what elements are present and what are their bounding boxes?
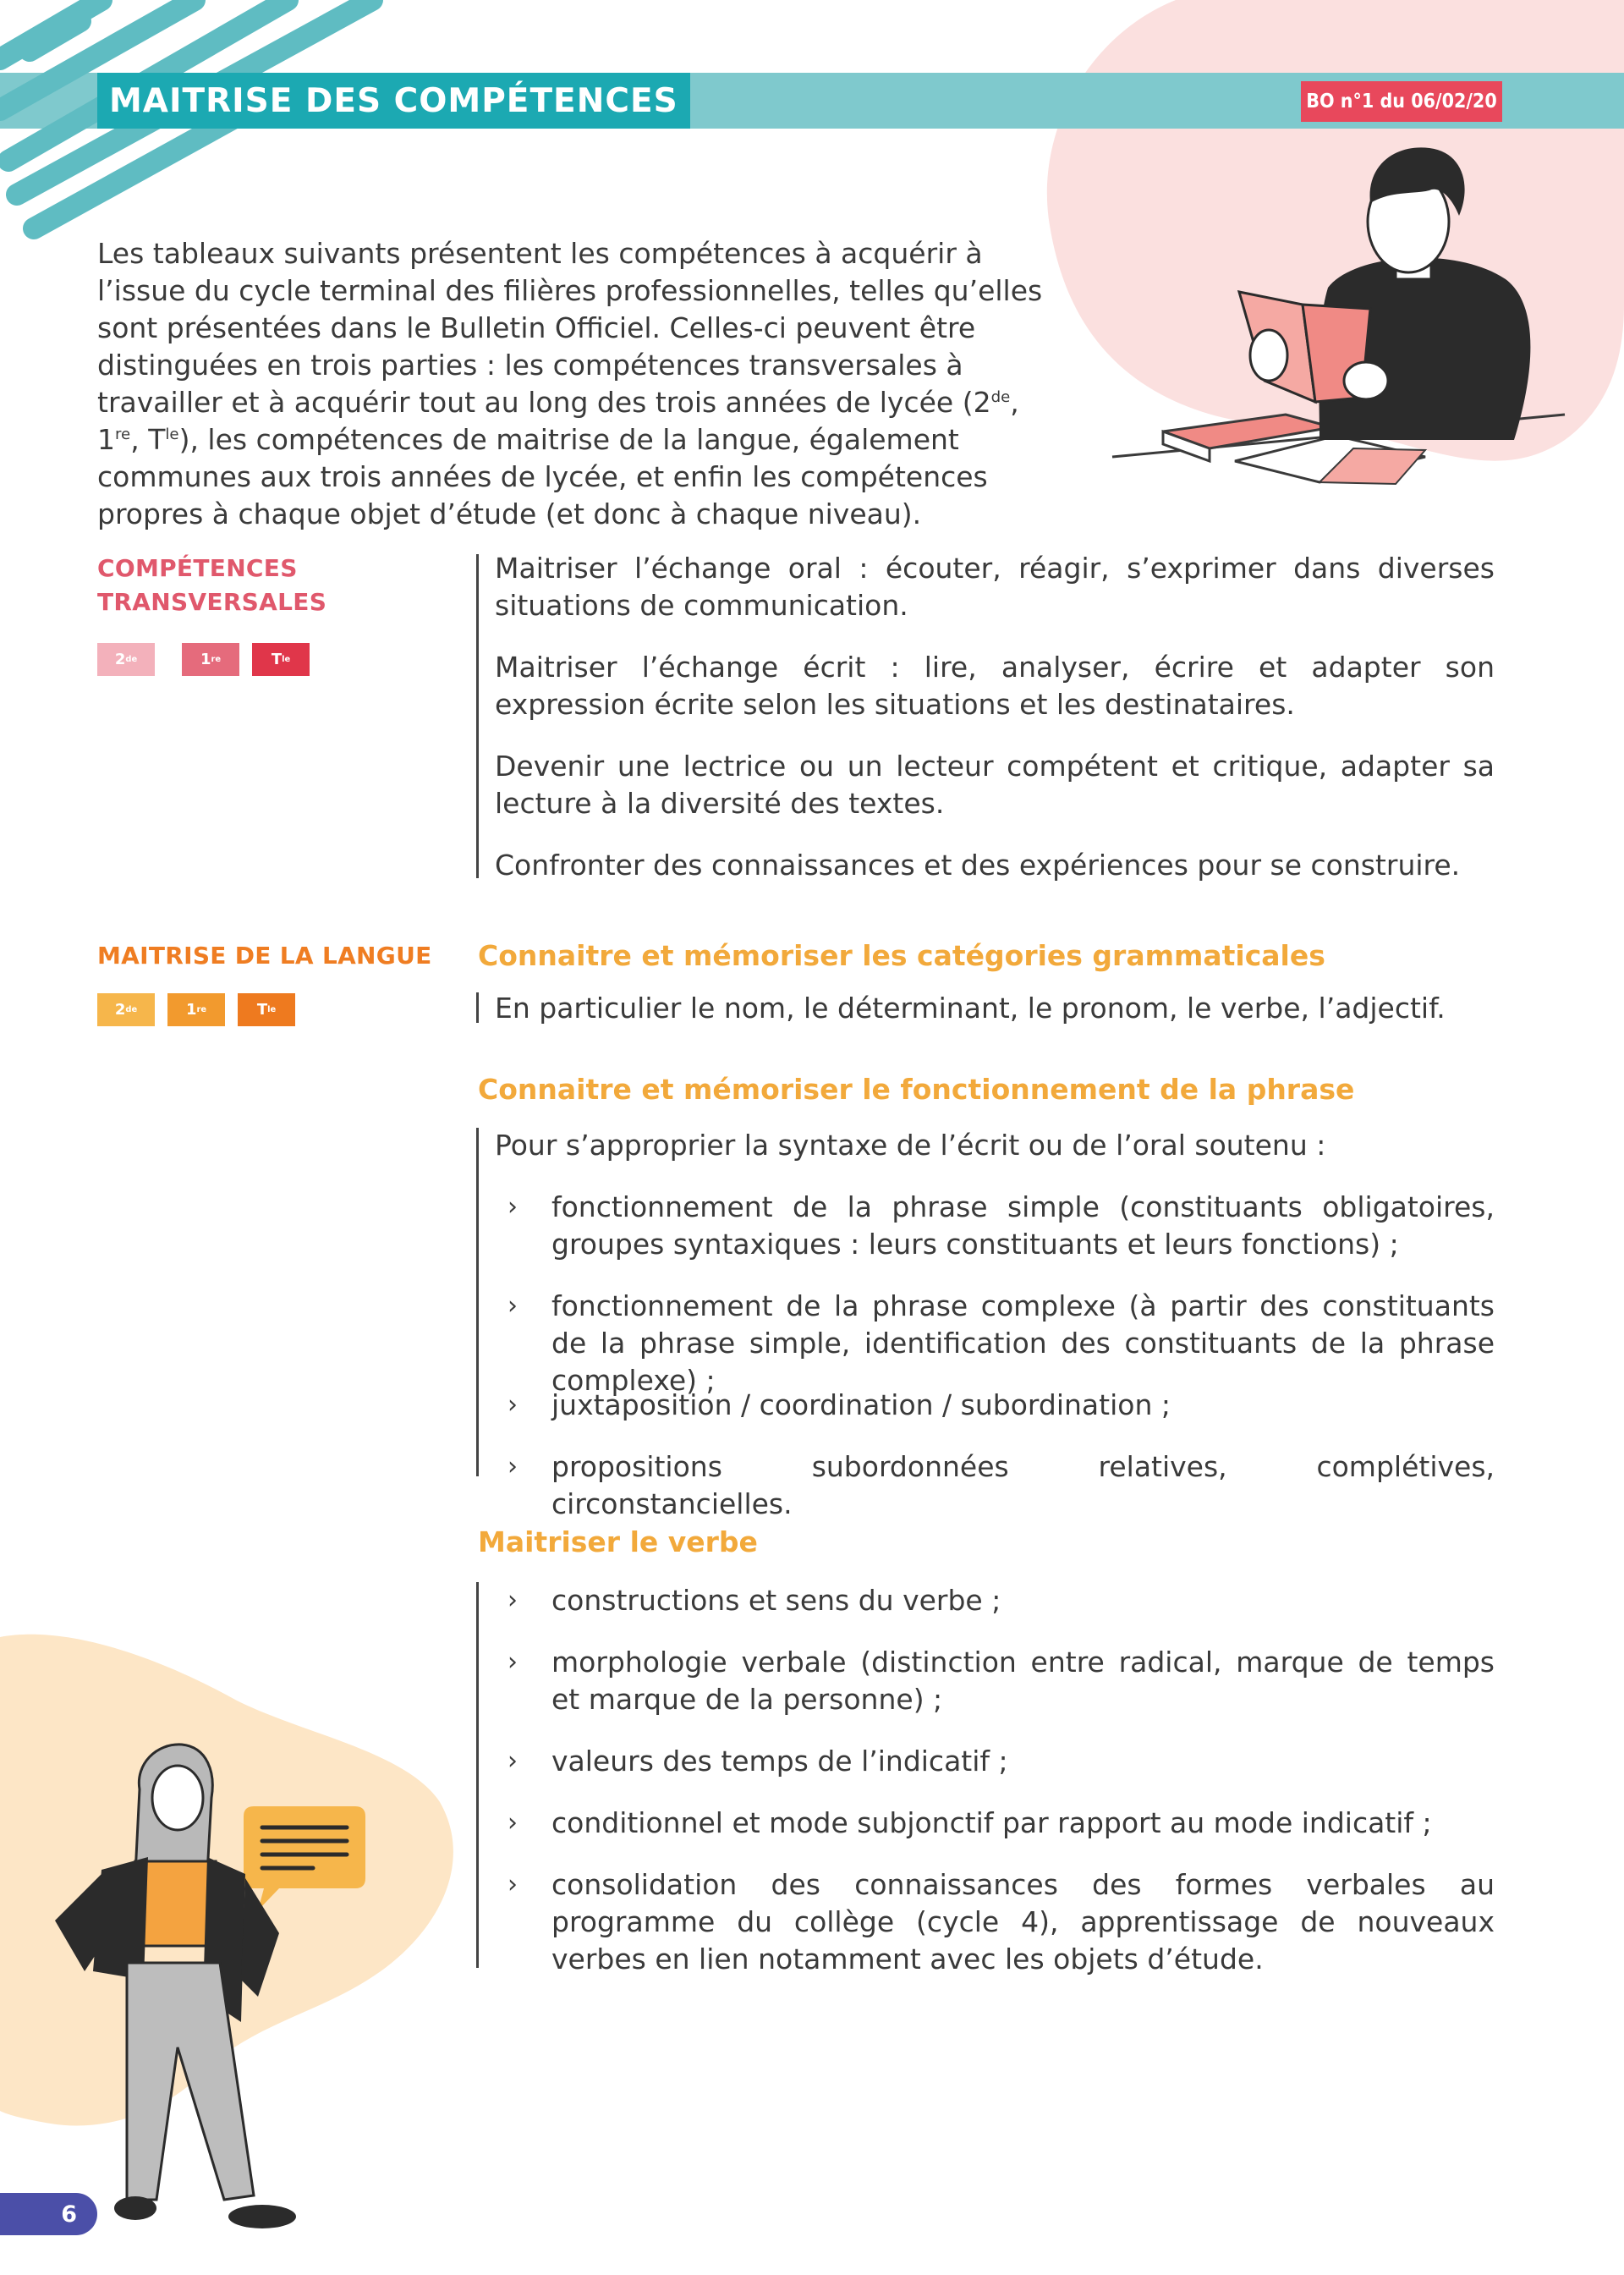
transversal-item: Devenir une lectrice ou un lecteur compétent et critique, adapter sa lecture à la diversité des textes. — [495, 750, 1495, 820]
bullet-marker: › — [508, 1647, 518, 1677]
bullet-item: fonctionnement de la phrase complexe (à partir des constituants de la phrase simple, identification des constituants de la phrase complexe) ; — [551, 1289, 1495, 1397]
bullet-item: valeurs des temps de l’indicatif ; — [551, 1745, 1008, 1778]
bullet-item: consolidation des connaissances des formes verbales au programme du collège (cycle 4), apprentissage de nouveaux verbes en lien notamment avec les objets d’étude. — [551, 1868, 1495, 1976]
subsection-rule — [476, 1128, 479, 1476]
page-title-box — [97, 73, 690, 129]
bullet-marker: › — [508, 1746, 518, 1776]
bullet-item: juxtaposition / coordination / subordination ; — [551, 1388, 1171, 1421]
page-title: MAITRISE DES COMPÉTENCES — [109, 81, 678, 120]
level-badge-tle: T le — [238, 993, 295, 1026]
subsection-title: Connaitre et mémoriser le fonctionnement de la phrase — [478, 1073, 1355, 1106]
langue-level-badges — [97, 993, 295, 1026]
bullet-marker: › — [508, 1808, 518, 1838]
bullet-marker: › — [508, 1291, 518, 1321]
subsection-intro: En particulier le nom, le déterminant, le pronom, le verbe, l’adjectif. — [495, 992, 1446, 1025]
transversales-heading: COMPÉTENCES TRANSVERSALES — [97, 554, 327, 616]
subsection-title: Maitriser le verbe — [478, 1525, 758, 1558]
page-number: 6 — [0, 2193, 97, 2235]
transversal-item: Maitriser l’échange oral : écouter, réagir, s’exprimer dans diverses situations de communication. — [495, 552, 1495, 622]
level-badge-1re: 1 re — [182, 643, 239, 676]
bullet-item: morphologie verbale (distinction entre radical, marque de temps et marque de la personne) ; — [551, 1646, 1495, 1716]
subsection-title: Connaitre et mémoriser les catégories grammaticales — [478, 939, 1325, 972]
subsection-intro: Pour s’approprier la syntaxe de l’écrit ou de l’oral soutenu : — [495, 1129, 1326, 1162]
transversales-rule — [476, 554, 479, 878]
bullet-item: constructions et sens du verbe ; — [551, 1584, 1001, 1617]
level-badge-tle: T le — [252, 643, 310, 676]
langue-heading: MAITRISE DE LA LANGUE — [97, 942, 432, 970]
transversales-level-badges — [97, 643, 310, 676]
bullet-marker: › — [508, 1192, 518, 1222]
level-badge-2de: 2 de — [97, 993, 155, 1026]
bo-reference-badge: BO n°1 du 06/02/20 — [1301, 81, 1502, 122]
level-badge-2de: 2 de — [97, 643, 155, 676]
bullet-item: conditionnel et mode subjonctif par rapport au mode indicatif ; — [551, 1806, 1432, 1839]
transversal-item: Maitriser l’échange écrit : lire, analyser, écrire et adapter son expression écrite selon les situations et les destinataires. — [495, 651, 1495, 721]
transversal-item: Confronter des connaissances et des expériences pour se construire. — [495, 849, 1461, 882]
intro-paragraph: Les tableaux suivants présentent les compétences à acquérir à l’issue du cycle terminal des filières professionnelles, telles qu’elles sont présentées dans le Bulletin Officiel. Celles-ci peuvent être distinguées en trois parties : les compétences transversales à travailler et à acquérir tout au long des trois années de lycée (2de, 1re, $T^{le}$), les compétences de maitrise de la langue, également communes aux trois années de lycée, et enfin les compétences propres à chaque objet d’étude (et donc à chaque niveau). — [97, 237, 1043, 530]
bullet-marker: › — [508, 1452, 518, 1481]
subsection-rule — [476, 992, 479, 1023]
subsection-rule — [476, 1582, 479, 1968]
bullet-item: fonctionnement de la phrase simple (constituants obligatoires, groupes syntaxiques : leurs constituants et leurs fonctions) ; — [551, 1190, 1495, 1261]
level-badge-1re: 1 re — [167, 993, 225, 1026]
bullet-marker: › — [508, 1585, 518, 1615]
bullet-marker: › — [508, 1390, 518, 1420]
bullet-item: propositions subordonnées relatives, complétives, circonstancielles. — [551, 1450, 1495, 1520]
bullet-marker: › — [508, 1870, 518, 1899]
